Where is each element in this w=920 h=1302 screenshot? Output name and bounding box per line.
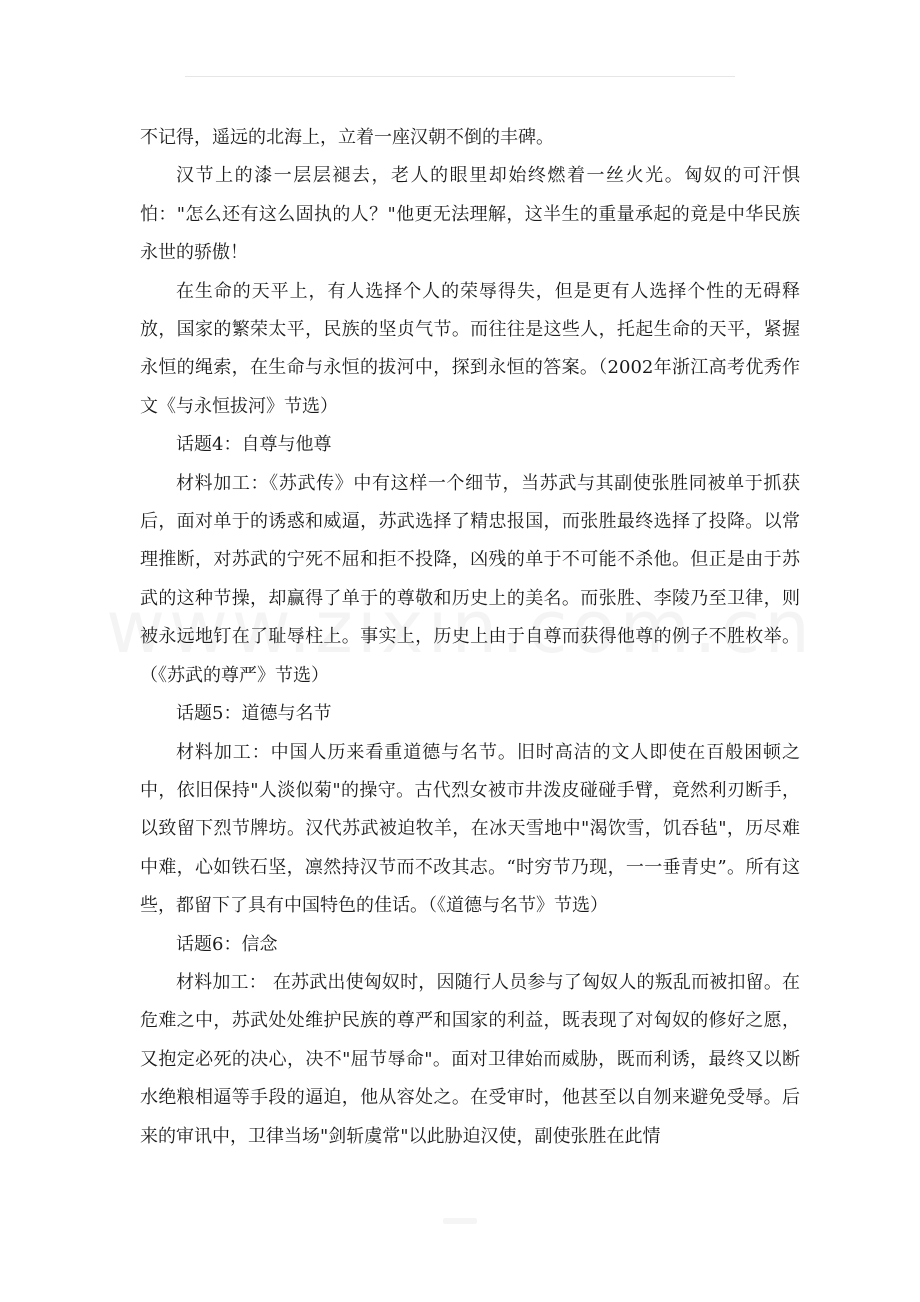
- paragraph-topic-5: 材料加工：中国人历来看重道德与名节。旧时高洁的文人即使在百般困顿之中，依旧保持"人淡似菊"的操守。古代烈女被市井泼皮碰碰手臂，竟然利刃断手，以致留下烈节牌坊。汉代苏武被迫牧羊，在冰天雪地中"渴饮雪，饥吞毡"，历尽难中难，心如铁石坚，凛然持汉节而不改其志。“时穷节乃现，一一垂青史”。所有这些，都留下了具有中国特色的佳话。（《道德与名节》节选）: [140, 741, 800, 917]
- paragraph-life-balance: 在生命的天平上，有人选择个人的荣辱得失，但是更有人选择个性的无碍释放，国家的繁荣太平，民族的坚贞气节。而往往是这些人，托起生命的天平，紧握永恒的绳索，在生命与永恒的拔河中，探到永恒的答案。（2002年浙江高考优秀作文《与永恒拔河》节选）: [140, 280, 800, 417]
- topic-4-heading: 话题4：自尊与他尊: [176, 434, 332, 456]
- footer-mark: [443, 1218, 477, 1224]
- paragraph-topic-6: 材料加工： 在苏武出使匈奴时，因随行人员参与了匈奴人的叛乱而被扣留。在危难之中，苏武处处维护民族的尊严和国家的利益，既表现了对匈奴的修好之愿，又抱定必死的决心，决不"屈节辱命"。面对卫律始而威胁，既而利诱，最终又以断水绝粮相逼等手段的逼迫，他从容处之。在受审时，他甚至以自刎来避免受辱。后来的审讯中，卫律当场"剑斩虞常"以此胁迫汉使，副使张胜在此情: [140, 971, 800, 1147]
- paragraph-continuation: 不记得，遥远的北海上，立着一座汉朝不倒的丰碑。: [140, 127, 554, 148]
- paragraph-topic-4: 材料加工：《苏武传》中有这样一个细节，当苏武与其副使张胜同被单于抓获后，面对单于的诱惑和威逼，苏武选择了精忠报国，而张胜最终选择了投降。以常理推断，对苏武的宁死不屈和拒不投降，凶残的单于不可能不杀他。但正是由于苏武的这种节操，却赢得了单于的尊敬和历史上的美名。而张胜、李陵乃至卫律，则被永远地钉在了耻辱柱上。事实上，历史上由于自尊而获得他尊的例子不胜枚举。（《苏武的尊严》节选）: [140, 472, 800, 686]
- paragraph-han-jie: 汉节上的漆一层层褪去，老人的眼里却始终燃着一丝火光。匈奴的可汗惧怕："怎么还有这么固执的人？"他更无法理解，这半生的重量承起的竟是中华民族永世的骄傲！: [140, 165, 800, 264]
- header-rule: [185, 76, 735, 77]
- document-body: [140, 119, 800, 1156]
- topic-5-heading: 话题5：道德与名节: [176, 703, 332, 725]
- topic-6-heading: 话题6：信念: [176, 933, 278, 955]
